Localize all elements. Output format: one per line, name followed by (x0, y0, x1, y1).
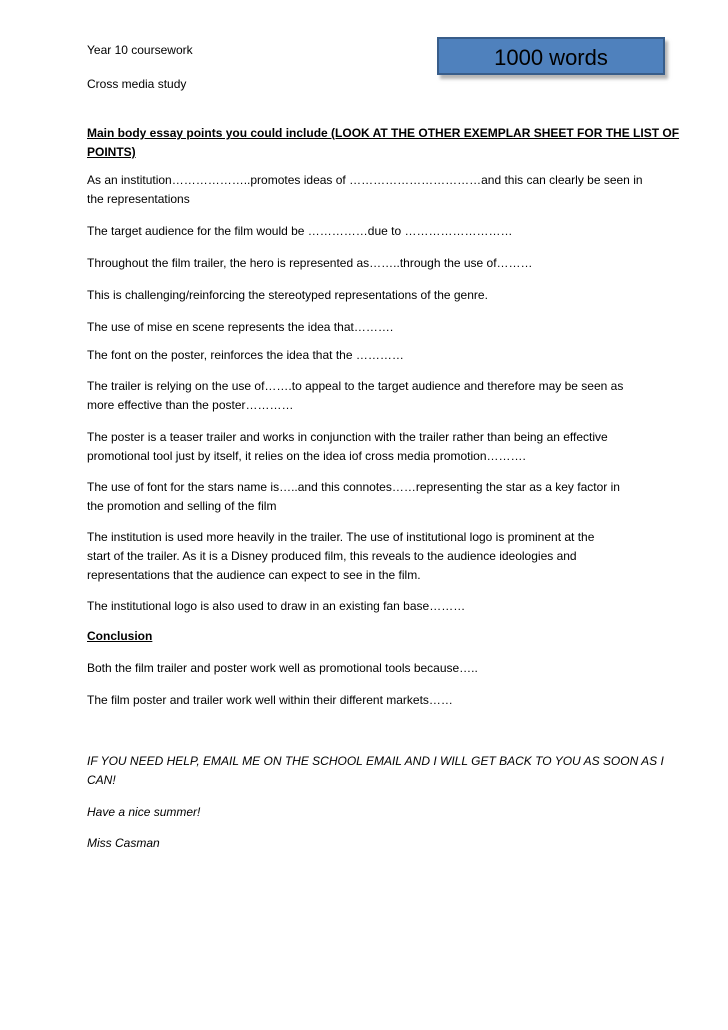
conclusion-point-line: The film poster and trailer work well within their different markets…… (87, 693, 453, 707)
help-notice-line: CAN! (87, 773, 116, 787)
essay-point-line: more effective than the poster………… (87, 398, 294, 412)
help-notice (87, 752, 664, 790)
conclusion-point-line: Both the film trailer and poster work well as promotional tools because….. (87, 661, 478, 675)
essay-point-line: The use of mise en scene represents the idea that………. (87, 320, 394, 334)
essay-point (87, 222, 647, 241)
essay-point-line: The font on the poster, reinforces the idea that the ………… (87, 348, 404, 362)
essay-point (87, 528, 647, 585)
essay-point (87, 318, 647, 337)
conclusion-heading (87, 627, 647, 646)
essay-point (87, 346, 647, 365)
essay-point-line: the representations (87, 192, 190, 206)
conclusion-point (87, 659, 647, 678)
essay-point-line: promotional tool just by itself, it relies on the idea iof cross media promotion………. (87, 449, 526, 463)
essay-point (87, 171, 647, 209)
author-signature (87, 834, 647, 853)
essay-point (87, 286, 647, 305)
essay-point-line: This is challenging/reinforcing the stereotyped representations of the genre. (87, 288, 488, 302)
essay-point-line: start of the trailer. As it is a Disney produced film, this reveals to the audience ideologies and (87, 549, 577, 563)
course-title: Year 10 coursework (87, 43, 193, 57)
summer-greeting-text: Have a nice summer! (87, 805, 201, 819)
essay-point-line: Throughout the film trailer, the hero is represented as……..through the use of……… (87, 256, 533, 270)
essay-point (87, 428, 647, 466)
main-heading (87, 124, 680, 162)
essay-point-line: the promotion and selling of the film (87, 499, 277, 513)
essay-point-line: The institution is used more heavily in the trailer. The use of institutional logo is prominent at the (87, 530, 595, 544)
essay-point (87, 254, 647, 273)
main-heading-line: POINTS) (87, 145, 136, 159)
essay-point-line: The use of font for the stars name is…..and this connotes……representing the star as a key factor in (87, 480, 620, 494)
word-count-label: 1000 words (494, 45, 608, 70)
summer-greeting (87, 803, 647, 822)
essay-point (87, 377, 647, 415)
essay-point-line: As an institution………………..promotes ideas of ……………………………and this can clearly be seen in (87, 173, 643, 187)
word-count-box (437, 37, 665, 75)
author-name: Miss Casman (87, 836, 160, 850)
essay-point-line: The poster is a teaser trailer and works in conjunction with the trailer rather than being an effective (87, 430, 608, 444)
conclusion-point (87, 691, 647, 710)
essay-point (87, 597, 647, 616)
study-subtitle: Cross media study (87, 77, 187, 91)
help-notice-line: IF YOU NEED HELP, EMAIL ME ON THE SCHOOL EMAIL AND I WILL GET BACK TO YOU AS SOON AS I (87, 754, 664, 768)
essay-point-line: The institutional logo is also used to draw in an existing fan base……… (87, 599, 466, 613)
conclusion-heading-text: Conclusion (87, 629, 153, 643)
essay-point-line: representations that the audience can expect to see in the film. (87, 568, 421, 582)
main-heading-line: Main body essay points you could include (LOOK AT THE OTHER EXEMPLAR SHEET FOR THE LIST OF (87, 126, 680, 140)
essay-point-line: The target audience for the film would be ……………due to ……………………… (87, 224, 513, 238)
essay-point-line: The trailer is relying on the use of…….to appeal to the target audience and therefore may be seen as (87, 379, 624, 393)
essay-point (87, 478, 647, 516)
